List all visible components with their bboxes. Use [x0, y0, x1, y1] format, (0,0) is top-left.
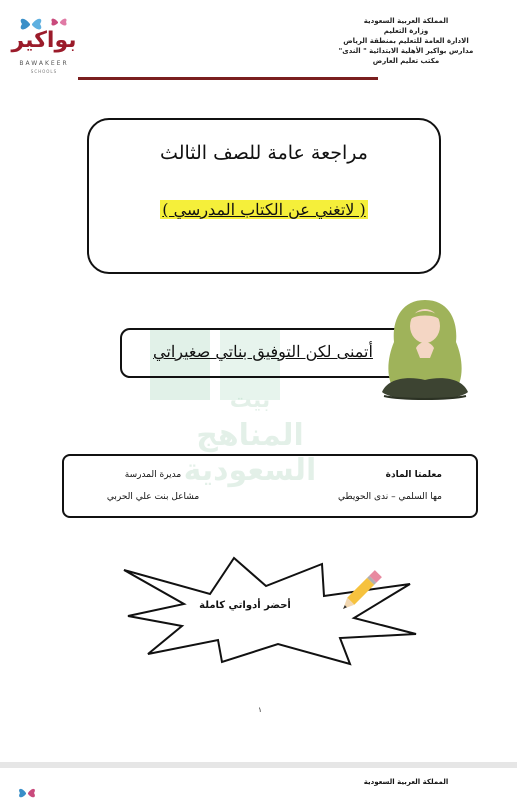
header-line-administration: الادارة العامة للتعليم بمنطقة الرياض [343, 37, 469, 45]
principal-name: مشاعل بنت علي الحربي [106, 492, 200, 502]
teachers-names: مها السلمي – ندى الحويطي [338, 492, 442, 502]
header-line-country: المملكة العربية السعودية [363, 17, 449, 25]
page-number: ١ [258, 706, 262, 714]
principal-column [68, 464, 238, 508]
logo-english-name: BAWAKEER [19, 60, 69, 67]
teachers-heading: معلمتا المادة [385, 470, 442, 480]
wish-box [120, 328, 420, 378]
principal-heading: مديرة المدرسة [124, 470, 182, 480]
staff-box [62, 454, 478, 518]
next-page-top [0, 768, 517, 800]
next-page-header-line: المملكة العربية السعودية [363, 778, 449, 786]
logo-arabic-name: بواكير [11, 28, 77, 53]
review-subtitle [89, 200, 439, 219]
header-line-ministry: وزارة التعليم [383, 27, 429, 35]
pencil-icon [338, 568, 382, 616]
subtitle-highlight: ( لاتغني عن الكتاب المدرسي ) [162, 200, 366, 219]
review-title: مراجعة عامة للصف الثالث [160, 142, 368, 164]
watermark-line-1: بيت [229, 388, 271, 413]
watermark-line-2: المناهج السعودية [183, 418, 317, 488]
teachers-column [272, 464, 442, 508]
school-logo [8, 14, 80, 84]
wish-message: أتمنى لكن التوفيق بناتي صغيراتي [153, 342, 373, 361]
praying-girl-icon [378, 296, 472, 406]
header-divider [78, 77, 378, 80]
title-box [87, 118, 441, 274]
logo-schools-label: SCHOOLS [30, 69, 58, 74]
header-line-office: مكتب تعليم العارض [372, 57, 440, 65]
next-page-butterfly-icon [12, 786, 52, 800]
ministry-header [301, 16, 511, 66]
reminder-text: أحضر أدواتي كاملة [199, 600, 291, 611]
header-line-school: مدارس بواكير الأهلية الابتدائية " الندى" [338, 47, 474, 55]
